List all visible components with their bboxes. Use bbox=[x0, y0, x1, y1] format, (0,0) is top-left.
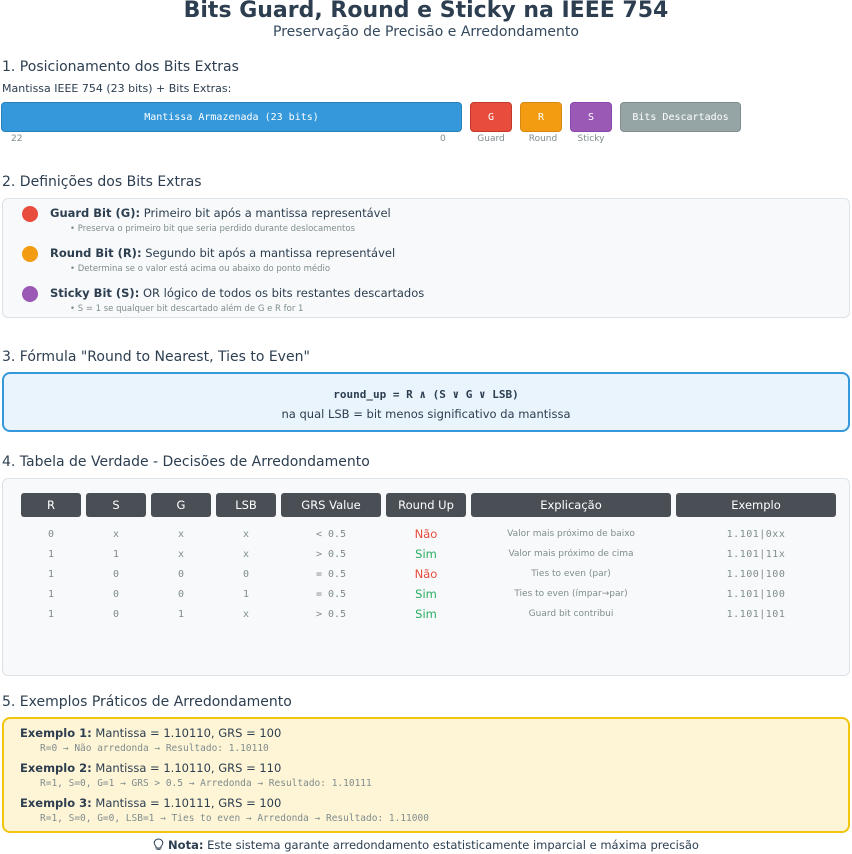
table-cell-r: 1 bbox=[47, 568, 55, 580]
table-cell-g: 0 bbox=[177, 568, 185, 580]
mantissa-left-index: 22 bbox=[11, 134, 23, 144]
table-cell-explicacao: Ties to even (ímpar→par) bbox=[514, 589, 628, 599]
table-header-grs-value: GRS Value bbox=[281, 493, 381, 517]
table-cell-exemplo: 1.101|101 bbox=[726, 608, 786, 620]
guard-bit-box bbox=[470, 102, 512, 132]
table-cell-exemplo: 1.100|100 bbox=[726, 568, 786, 580]
table-cell-explicacao: Ties to even (par) bbox=[531, 569, 611, 579]
table-cell-exemplo: 1.101|100 bbox=[726, 588, 786, 600]
round-term: Round Bit (R): bbox=[50, 246, 142, 260]
table-cell-g: 1 bbox=[177, 608, 185, 620]
table-cell-explicacao: Guard bit contribui bbox=[528, 609, 614, 619]
table-cell-round-up: Sim bbox=[415, 587, 437, 601]
table-cell-lsb: x bbox=[242, 608, 250, 620]
table-cell-r: 1 bbox=[47, 548, 55, 560]
example-2-text: Mantissa = 1.10110, GRS = 110 bbox=[95, 761, 282, 775]
note-text: Este sistema garante arredondamento estatisticamente imparcial e máxima precisão bbox=[207, 838, 699, 852]
table-cell-lsb: 0 bbox=[242, 568, 250, 580]
table-cell-lsb: x bbox=[242, 528, 250, 540]
example-1-text: Mantissa = 1.10110, GRS = 100 bbox=[95, 726, 282, 740]
example-3-text: Mantissa = 1.10111, GRS = 100 bbox=[95, 796, 282, 810]
formula-panel bbox=[2, 372, 850, 432]
page-title: Bits Guard, Round e Sticky na IEEE 754 bbox=[183, 0, 669, 23]
round-caption: Round bbox=[528, 134, 558, 144]
table-cell-round-up: Não bbox=[414, 567, 438, 581]
table-cell-round-up: Sim bbox=[415, 547, 437, 561]
table-cell-lsb: 1 bbox=[242, 588, 250, 600]
section5-heading: 5. Exemplos Práticos de Arredondamento bbox=[2, 694, 292, 710]
mantissa-right-index: 0 bbox=[440, 134, 446, 144]
example-1-label: Exemplo 1: bbox=[20, 726, 92, 740]
mantissa-box bbox=[1, 102, 462, 132]
table-header-round-up: Round Up bbox=[386, 493, 466, 517]
table-header-explicacao: Explicação bbox=[471, 493, 671, 517]
round-letter: R bbox=[537, 111, 545, 123]
sticky-letter: S bbox=[587, 111, 595, 123]
table-cell-g: x bbox=[177, 548, 185, 560]
guard-term: Guard Bit (G): bbox=[50, 206, 141, 220]
table-cell-explicacao: Valor mais próximo de cima bbox=[508, 549, 634, 559]
section4-heading: 4. Tabela de Verdade - Decisões de Arredondamento bbox=[2, 454, 370, 470]
table-cell-exemplo: 1.101|11x bbox=[726, 548, 786, 560]
round-definition bbox=[50, 246, 395, 260]
guard-letter: G bbox=[487, 111, 495, 123]
table-cell-s: 1 bbox=[112, 548, 120, 560]
sticky-caption: Sticky bbox=[577, 134, 605, 144]
example-3-label: Exemplo 3: bbox=[20, 796, 92, 810]
example-3-heading bbox=[20, 796, 281, 810]
example-1-heading bbox=[20, 726, 281, 740]
page-subtitle: Preservação de Precisão e Arredondamento bbox=[273, 24, 579, 40]
guard-caption: Guard bbox=[477, 134, 505, 144]
table-cell-explicacao: Valor mais próximo de baixo bbox=[507, 529, 635, 539]
table-cell-grs-value: = 0.5 bbox=[315, 588, 347, 600]
example-3-detail: R=1, S=0, G=0, LSB=1 → Ties to even → Arredonda → Resultado: 1.11000 bbox=[40, 813, 429, 824]
discarded-label: Bits Descartados bbox=[632, 111, 729, 123]
round-bit-box bbox=[520, 102, 562, 132]
table-header-s: S bbox=[86, 493, 146, 517]
sticky-definition bbox=[50, 286, 424, 300]
section1-subheading: Mantissa IEEE 754 (23 bits) + Bits Extras: bbox=[2, 82, 232, 95]
table-header-lsb: LSB bbox=[216, 493, 276, 517]
table-cell-exemplo: 1.101|0xx bbox=[726, 528, 786, 540]
round-note: • Determina se o valor está acima ou abaixo do ponto médio bbox=[70, 264, 331, 274]
round-desc: Segundo bit após a mantissa representável bbox=[145, 246, 396, 260]
footer-note bbox=[0, 838, 852, 852]
table-cell-s: x bbox=[112, 528, 120, 540]
table-cell-grs-value: = 0.5 bbox=[315, 568, 347, 580]
guard-note: • Preserva o primeiro bit que seria perdido durante deslocamentos bbox=[70, 224, 356, 234]
formula-description: na qual LSB = bit menos significativo da mantissa bbox=[281, 407, 571, 421]
section3-heading: 3. Fórmula "Round to Nearest, Ties to Even" bbox=[2, 349, 310, 365]
table-header-exemplo: Exemplo bbox=[676, 493, 836, 517]
lightbulb-icon bbox=[153, 838, 164, 851]
sticky-bit-box bbox=[570, 102, 612, 132]
guard-dot-icon bbox=[22, 206, 38, 222]
example-2-heading bbox=[20, 761, 281, 775]
formula-code: round_up = R ∧ (S ∨ G ∨ LSB) bbox=[333, 388, 519, 401]
sticky-note: • S = 1 se qualquer bit descartado além de G e R for 1 bbox=[70, 304, 304, 314]
table-cell-lsb: x bbox=[242, 548, 250, 560]
table-cell-g: 0 bbox=[177, 588, 185, 600]
table-header-g: G bbox=[151, 493, 211, 517]
note-label: Nota: bbox=[168, 838, 204, 852]
table-cell-r: 1 bbox=[47, 588, 55, 600]
round-dot-icon bbox=[22, 246, 38, 262]
sticky-dot-icon bbox=[22, 286, 38, 302]
table-cell-grs-value: > 0.5 bbox=[315, 608, 347, 620]
table-header-r: R bbox=[21, 493, 81, 517]
table-cell-r: 1 bbox=[47, 608, 55, 620]
table-cell-s: 0 bbox=[112, 568, 120, 580]
table-cell-s: 0 bbox=[112, 588, 120, 600]
table-cell-round-up: Não bbox=[414, 527, 438, 541]
table-cell-r: 0 bbox=[47, 528, 55, 540]
table-cell-g: x bbox=[177, 528, 185, 540]
table-cell-s: 0 bbox=[112, 608, 120, 620]
guard-definition bbox=[50, 206, 391, 220]
example-2-label: Exemplo 2: bbox=[20, 761, 92, 775]
sticky-term: Sticky Bit (S): bbox=[50, 286, 140, 300]
example-2-detail: R=1, S=0, G=1 → GRS > 0.5 → Arredonda → Resultado: 1.10111 bbox=[40, 778, 372, 789]
guard-desc: Primeiro bit após a mantissa representável bbox=[143, 206, 391, 220]
table-cell-grs-value: < 0.5 bbox=[315, 528, 347, 540]
mantissa-label: Mantissa Armazenada (23 bits) bbox=[144, 111, 319, 123]
discarded-bits-box bbox=[620, 102, 741, 132]
table-cell-round-up: Sim bbox=[415, 607, 437, 621]
sticky-desc: OR lógico de todos os bits restantes descartados bbox=[142, 286, 425, 300]
section2-heading: 2. Definições dos Bits Extras bbox=[2, 174, 202, 190]
example-1-detail: R=0 → Não arredonda → Resultado: 1.10110 bbox=[40, 743, 269, 754]
section1-heading: 1. Posicionamento dos Bits Extras bbox=[2, 59, 239, 75]
table-cell-grs-value: > 0.5 bbox=[315, 548, 347, 560]
